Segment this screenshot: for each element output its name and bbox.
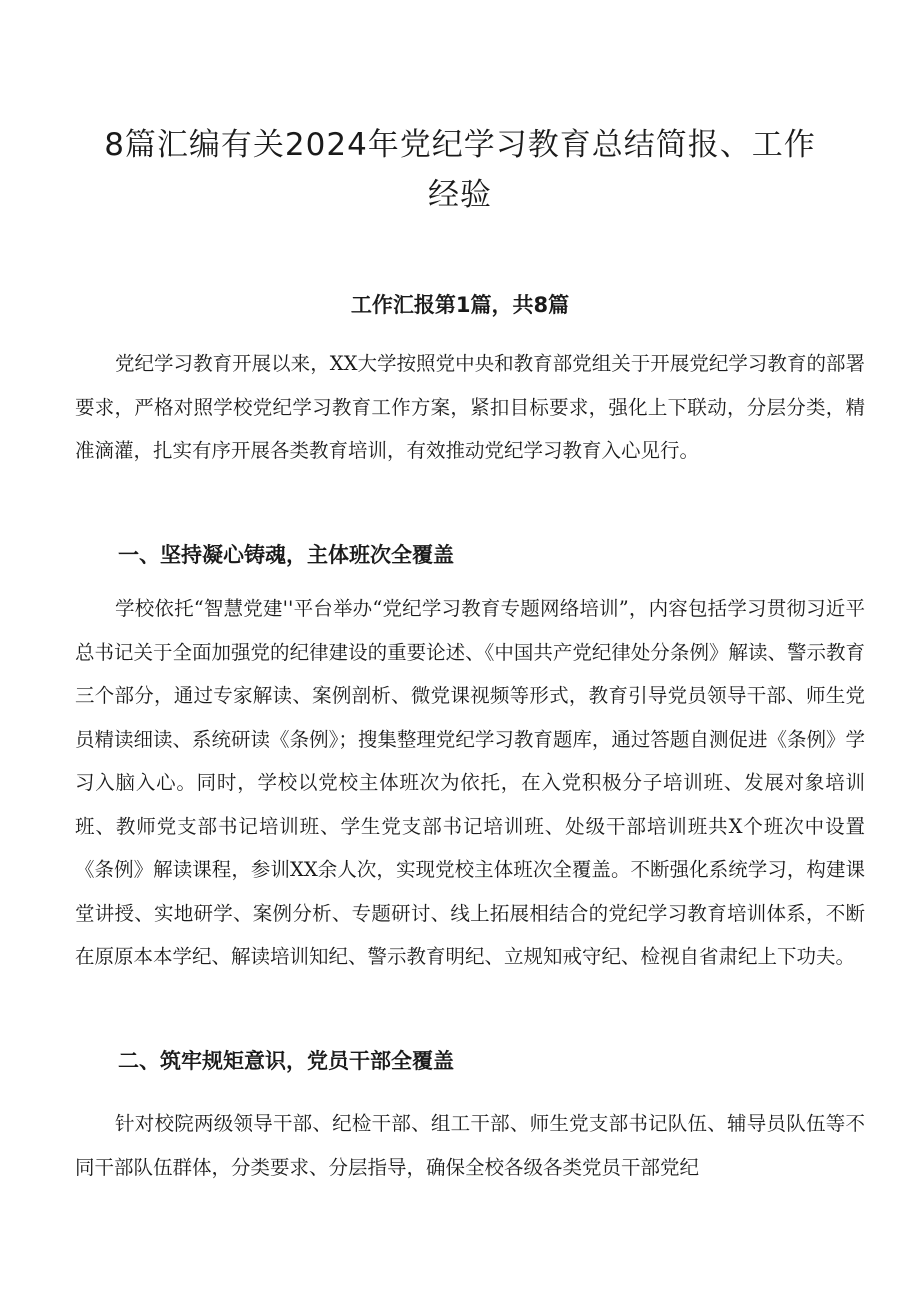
section-heading-2: 二、筑牢规矩意识，党员干部全覆盖 xyxy=(118,1049,454,1073)
document-subtitle: 工作汇报第1篇，共8篇 xyxy=(350,293,570,317)
document-title-line-2: 经验 xyxy=(428,177,492,213)
section-heading-1: 一、坚持凝心铸魂，主体班次全覆盖 xyxy=(118,543,454,567)
document-title xyxy=(60,120,860,220)
document-title-line-1: 8篇汇编有关2024年党纪学习教育总结简报、工作 xyxy=(104,127,816,163)
intro-paragraph: 党纪学习教育开展以来，XX大学按照党中央和教育部党组关于开展党纪学习教育的部署要求，严格对照学校党纪学习教育工作方案，紧扣目标要求，强化上下联动，分层分类，精准滴灌，扎实有序开展各类教育培训，有效推动党纪学习教育入心见行。 xyxy=(75,352,865,462)
section-paragraph-2: 针对校院两级领导干部、纪检干部、组工干部、师生党支部书记队伍、辅导员队伍等不同干部队伍群体，分类要求、分层指导，确保全校各级各类党员干部党纪 xyxy=(75,1112,865,1179)
section-paragraph-1: 学校依托“智慧党建''平台举办“党纪学习教育专题网络培训”，内容包括学习贯彻习近平总书记关于全面加强党的纪律建设的重要论述、《中国共产党纪律处分条例》解读、警示教育三个部分，通过专家解读、案例剖析、微党课视频等形式，教育引导党员领导干部、师生党员精读细读、系统研读《条例》；搜集整理党纪学习教育题库，通过答题自测促进《条例》学习入脑入心。同时，学校以党校主体班次为依托，在入党积极分子培训班、发展对象培训班、教师党支部书记培训班、学生党支部书记培训班、处级干部培训班共X个班次中设置《条例》解读课程，参训XX余人次，实现党校主体班次全覆盖。不断强化系统学习，构建课堂讲授、实地研学、案例分析、专题研讨、线上拓展相结合的党纪学习教育培训体系，不断在原原本本学纪、解读培训知纪、警示教育明纪、立规知戒守纪、检视自省肃纪上下功夫。 xyxy=(75,597,865,968)
